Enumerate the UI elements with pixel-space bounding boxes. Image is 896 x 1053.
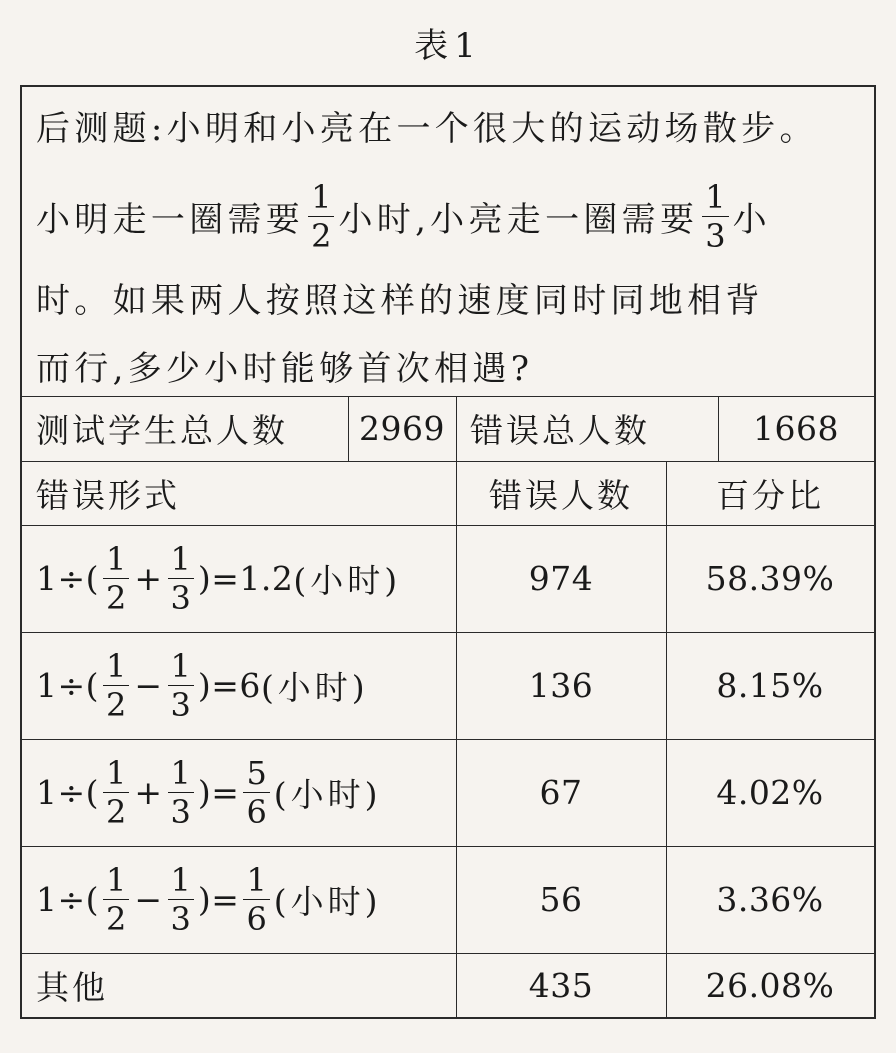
fraction — [168, 540, 194, 617]
fraction-numerator: 1 — [106, 754, 127, 792]
formula-prefix: 1÷( — [36, 880, 100, 919]
formula-result: )=1.2 — [197, 559, 294, 598]
total-errors-label: 错误总人数 — [470, 411, 650, 450]
header-percent: 百分比 — [716, 475, 824, 515]
formula-result: )=6 — [197, 666, 261, 705]
formula-operator: − — [134, 880, 163, 919]
fraction-denominator: 3 — [705, 216, 726, 255]
fraction-denominator: 3 — [170, 579, 191, 617]
fraction-denominator: 2 — [106, 900, 127, 938]
error-count-cell: 67 — [539, 773, 583, 812]
error-formula — [36, 540, 402, 617]
fraction-denominator: 3 — [170, 793, 191, 831]
formula-operator: + — [134, 773, 163, 812]
fraction-numerator: 1 — [170, 861, 191, 899]
fraction-numerator: 5 — [246, 754, 267, 792]
formula-result: )= — [197, 880, 240, 919]
error-formula — [36, 647, 369, 724]
formula-unit: (小时) — [260, 668, 369, 707]
fraction — [103, 647, 129, 724]
question-line-4: 而行,多少小时能够首次相遇? — [36, 348, 534, 389]
formula-prefix: 1÷( — [36, 666, 100, 705]
error-analysis-table — [20, 85, 876, 1019]
question-line-1: 后测题:小明和小亮在一个很大的运动场散步。 — [36, 108, 818, 149]
total-students-value: 2969 — [359, 409, 445, 448]
header-error-form: 错误形式 — [36, 475, 180, 515]
percent-cell: 8.15% — [716, 666, 824, 705]
fraction-denominator: 2 — [106, 686, 127, 724]
table-row — [22, 632, 456, 739]
error-formula — [36, 861, 382, 938]
table-row — [22, 525, 456, 632]
percent-cell: 58.39% — [705, 559, 835, 598]
fraction — [243, 861, 269, 938]
fraction — [168, 861, 194, 938]
fraction-numerator: 1 — [170, 540, 191, 578]
total-students-label: 测试学生总人数 — [36, 411, 288, 450]
error-count-cell: 56 — [539, 880, 583, 919]
question-text: 小明走一圈需要 — [36, 199, 305, 240]
question-line-3: 时。如果两人按照这样的速度同时同地相背 — [36, 280, 764, 321]
formula-operator: − — [134, 666, 163, 705]
fraction-numerator: 1 — [246, 861, 267, 899]
fraction-numerator: 1 — [311, 177, 332, 216]
fraction-numerator: 1 — [705, 177, 726, 216]
question-text: 小时,小亮走一圈需要 — [338, 199, 699, 240]
fraction — [103, 540, 129, 617]
fraction — [168, 754, 194, 831]
other-label: 其他 — [36, 967, 108, 1007]
fraction-denominator: 6 — [246, 793, 267, 831]
fraction-third — [702, 177, 728, 255]
percent-cell: 26.08% — [705, 965, 835, 1005]
fraction-numerator: 1 — [106, 647, 127, 685]
fraction-denominator: 2 — [311, 216, 332, 255]
percent-cell: 3.36% — [716, 880, 824, 919]
question-text: 小 — [732, 199, 771, 240]
table-row — [22, 846, 456, 953]
percent-cell: 4.02% — [716, 773, 824, 812]
table-caption: 表1 — [414, 26, 482, 66]
formula-unit: (小时) — [273, 775, 382, 814]
fraction-denominator: 3 — [170, 686, 191, 724]
fraction — [168, 647, 194, 724]
fraction-numerator: 1 — [106, 861, 127, 899]
error-count-cell: 136 — [528, 666, 594, 705]
formula-operator: + — [134, 559, 163, 598]
fraction-denominator: 2 — [106, 579, 127, 617]
formula-prefix: 1÷( — [36, 773, 100, 812]
fraction — [243, 754, 269, 831]
fraction — [103, 754, 129, 831]
header-error-count: 错误人数 — [489, 475, 633, 515]
fraction-denominator: 2 — [106, 793, 127, 831]
fraction-numerator: 1 — [106, 540, 127, 578]
fraction-denominator: 6 — [246, 900, 267, 938]
formula-unit: (小时) — [273, 882, 382, 921]
error-formula — [36, 754, 382, 831]
formula-result: )= — [197, 773, 240, 812]
error-count-cell: 435 — [528, 965, 594, 1005]
fraction-numerator: 1 — [170, 754, 191, 792]
table-row — [22, 739, 456, 846]
fraction — [103, 861, 129, 938]
error-count-cell: 974 — [528, 559, 594, 598]
question-line-2 — [36, 173, 866, 259]
fraction-denominator: 3 — [170, 900, 191, 938]
formula-prefix: 1÷( — [36, 559, 100, 598]
formula-unit: (小时) — [293, 561, 402, 600]
total-errors-value: 1668 — [753, 409, 839, 448]
fraction-numerator: 1 — [170, 647, 191, 685]
fraction-half — [308, 177, 334, 255]
